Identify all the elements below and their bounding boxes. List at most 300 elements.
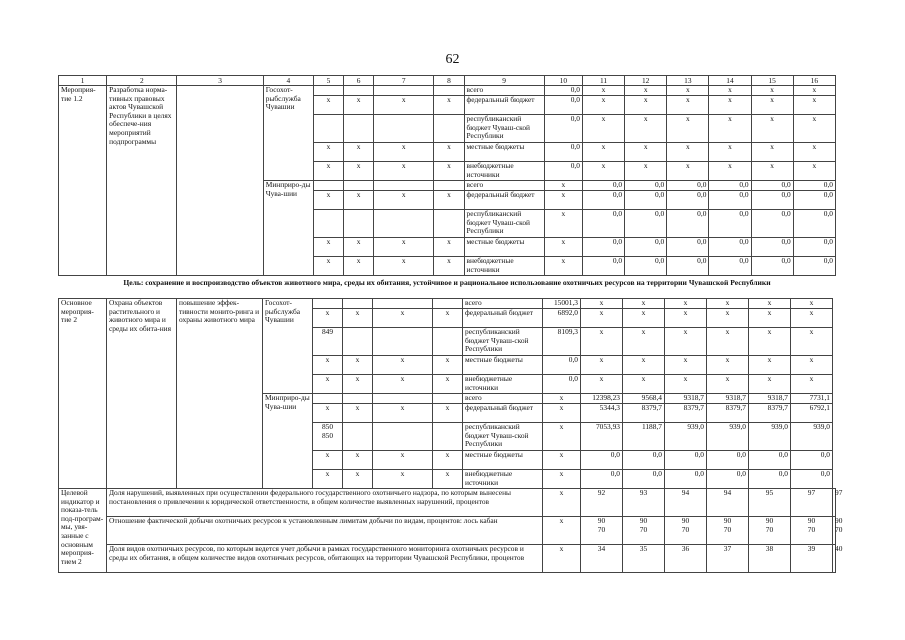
- value-cell: 939,0: [791, 423, 833, 451]
- value-cell: x: [749, 328, 791, 356]
- funding-source: внебюджетные источники: [464, 162, 544, 181]
- value-cell: x: [707, 328, 749, 356]
- indicator-text: Отношение фактической добычи охотничьих ресурсов к установленным лимитам добычи по видам, процентов: лось кабан: [107, 517, 543, 545]
- funding-source: внебюджетные источники: [463, 375, 543, 394]
- code-cell: x: [433, 356, 463, 375]
- budget-table-block-1: [58, 75, 836, 276]
- executor: Госохот-рыбслужба Чувашии: [263, 299, 313, 394]
- value-cell: 7731,1: [791, 394, 833, 404]
- value-cell: 92: [581, 489, 623, 517]
- column-header: 15: [751, 76, 793, 86]
- value-cell: x: [667, 86, 709, 96]
- value-cell: x: [793, 86, 835, 96]
- column-header: 5: [313, 76, 343, 86]
- funding-source: внебюджетные источники: [464, 257, 544, 276]
- funding-source: всего: [463, 299, 543, 309]
- code-cell: x: [434, 143, 464, 162]
- code-cell: [343, 394, 373, 404]
- value-cell: x: [665, 375, 707, 394]
- value-cell: x: [749, 375, 791, 394]
- value-cell: x: [665, 299, 707, 309]
- value-cell: x: [543, 517, 581, 545]
- value-cell: x: [544, 210, 582, 238]
- value-cell: 0,0: [707, 470, 749, 489]
- code-cell: x: [373, 309, 433, 328]
- column-header: 11: [582, 76, 624, 86]
- code-cell: x: [313, 356, 343, 375]
- funding-source: всего: [463, 394, 543, 404]
- value-cell: x: [667, 96, 709, 115]
- event-goal: [177, 86, 263, 276]
- code-cell: x: [374, 238, 434, 257]
- code-cell: x: [313, 191, 343, 210]
- code-cell: [344, 210, 374, 238]
- value-cell: x: [791, 328, 833, 356]
- value-cell: x: [791, 299, 833, 309]
- funding-source: всего: [464, 86, 544, 96]
- code-cell: x: [313, 404, 343, 423]
- value-cell: x: [544, 257, 582, 276]
- code-cell: x: [433, 451, 463, 470]
- value-cell: 0,0: [625, 257, 667, 276]
- code-cell: [373, 328, 433, 356]
- page-number: 62: [445, 52, 460, 67]
- funding-source: местные бюджеты: [464, 143, 544, 162]
- value-cell: 36: [665, 545, 707, 573]
- value-cell: x: [707, 375, 749, 394]
- code-cell: x: [313, 309, 343, 328]
- code-cell: x: [434, 238, 464, 257]
- code-cell: x: [344, 238, 374, 257]
- column-header: 6: [344, 76, 374, 86]
- value-cell: 8379,7: [665, 404, 707, 423]
- value-cell: 0,0: [709, 181, 751, 191]
- value-cell: x: [667, 115, 709, 143]
- code-cell: x: [313, 451, 343, 470]
- event-name: Мероприя-тие 1.2: [59, 86, 107, 276]
- value-cell: 9568,4: [623, 394, 665, 404]
- value-cell: 0,0: [667, 257, 709, 276]
- value-cell: 0,0: [751, 257, 793, 276]
- value-cell: 94: [665, 489, 707, 517]
- value-cell: x: [707, 309, 749, 328]
- column-header: 13: [667, 76, 709, 86]
- executor: Минприро-ды Чува-шии: [263, 181, 313, 276]
- funding-source: федеральный бюджет: [464, 96, 544, 115]
- value-cell: x: [749, 356, 791, 375]
- value-cell: x: [707, 356, 749, 375]
- code-cell: x: [374, 96, 434, 115]
- column-header: 1: [59, 76, 107, 86]
- value-cell: 0,0: [667, 210, 709, 238]
- column-header: 7: [374, 76, 434, 86]
- code-cell: [343, 328, 373, 356]
- code-cell: x: [313, 257, 343, 276]
- value-cell: x: [543, 470, 581, 489]
- value-cell: 0,0: [544, 143, 582, 162]
- value-cell: 0,0: [581, 451, 623, 470]
- value-cell: x: [749, 299, 791, 309]
- value-cell: 8109,3: [543, 328, 581, 356]
- value-cell: 5344,3: [581, 404, 623, 423]
- value-cell: 0,0: [667, 181, 709, 191]
- value-cell: x: [665, 309, 707, 328]
- value-cell: x: [707, 299, 749, 309]
- value-cell: 0,0: [582, 181, 624, 191]
- value-cell: x: [791, 356, 833, 375]
- value-cell: 34: [581, 545, 623, 573]
- code-cell: x: [434, 257, 464, 276]
- code-cell: x: [373, 470, 433, 489]
- value-cell: 0,0: [625, 210, 667, 238]
- value-cell: x: [751, 86, 793, 96]
- value-cell: x: [751, 162, 793, 181]
- budget-table-block-2: [58, 298, 843, 573]
- value-cell: 0,0: [665, 470, 707, 489]
- value-cell: x: [544, 238, 582, 257]
- funding-source: местные бюджеты: [463, 451, 543, 470]
- value-cell: 0,0: [791, 451, 833, 470]
- code-cell: [374, 210, 434, 238]
- value-cell: 35: [623, 545, 665, 573]
- funding-source: внебюджетные источники: [463, 470, 543, 489]
- code-cell: [313, 181, 343, 191]
- table-row: [59, 545, 836, 573]
- column-header: 9: [464, 76, 544, 86]
- value-cell: 15001,3: [543, 299, 581, 309]
- event-description: Охрана объектов растительного и животного мира и среды их обита-ния: [107, 299, 177, 489]
- value-cell: 8379,7: [749, 404, 791, 423]
- value-cell: x: [709, 115, 751, 143]
- value-cell: 0,0: [623, 470, 665, 489]
- code-cell: [313, 115, 343, 143]
- value-cell: 7053,93: [581, 423, 623, 451]
- code-cell: x: [433, 309, 463, 328]
- code-cell: [344, 181, 374, 191]
- value-cell: x: [581, 328, 623, 356]
- code-cell: x: [373, 451, 433, 470]
- value-cell: x: [581, 299, 623, 309]
- value-cell: 0,0: [544, 86, 582, 96]
- value-cell: x: [709, 143, 751, 162]
- value-cell: x: [751, 143, 793, 162]
- value-cell: x: [544, 181, 582, 191]
- value-cell: 90 70: [581, 517, 623, 545]
- value-cell: 0,0: [582, 238, 624, 257]
- value-cell: x: [623, 328, 665, 356]
- code-cell: [433, 299, 463, 309]
- value-cell: 0,0: [709, 191, 751, 210]
- code-cell: x: [433, 404, 463, 423]
- value-cell: 93: [623, 489, 665, 517]
- value-cell: x: [793, 115, 835, 143]
- code-cell: x: [313, 143, 343, 162]
- value-cell: x: [793, 162, 835, 181]
- indicator-text: Доля видов охотничьих ресурсов, по которым ведется учет добычи в рамках государственного мониторинга охотничьих ресурсов и среды их обитания, в общем количестве видов охотничьих ресурсов, обитающих на территории Чувашской Республики, процентов: [107, 545, 543, 573]
- value-cell: 0,0: [582, 191, 624, 210]
- value-cell: 0,0: [749, 470, 791, 489]
- column-header: 16: [793, 76, 835, 86]
- funding-source: местные бюджеты: [463, 356, 543, 375]
- executor: Минприро-ды Чува-шии: [263, 394, 313, 489]
- code-cell: [434, 210, 464, 238]
- value-cell: 0,0: [665, 451, 707, 470]
- value-cell: 0,0: [709, 257, 751, 276]
- column-header: 10: [544, 76, 582, 86]
- code-cell: [433, 394, 463, 404]
- value-cell: x: [544, 191, 582, 210]
- code-cell: [344, 115, 374, 143]
- value-cell: 94: [707, 489, 749, 517]
- table-row: [59, 76, 836, 86]
- code-cell: [343, 423, 373, 451]
- value-cell: 37: [707, 545, 749, 573]
- value-cell: 0,0: [793, 238, 835, 257]
- code-cell: [374, 181, 434, 191]
- code-cell: x: [433, 470, 463, 489]
- code-cell: x: [374, 143, 434, 162]
- value-cell: 939,0: [707, 423, 749, 451]
- value-cell: 12398,23: [581, 394, 623, 404]
- code-cell: x: [313, 238, 343, 257]
- column-header: 2: [107, 76, 177, 86]
- value-cell: x: [667, 143, 709, 162]
- code-cell: x: [434, 162, 464, 181]
- value-cell: 9318,7: [707, 394, 749, 404]
- column-header: 12: [625, 76, 667, 86]
- indicator-text: Доля нарушений, выявленных при осуществлении федерального государственного охотничьего надзора, по которым вынесены постановления о привлечении к юридической ответственности, в общем количестве выявленных нарушений, процентов: [107, 489, 543, 517]
- value-cell: 1188,7: [623, 423, 665, 451]
- column-header: 14: [709, 76, 751, 86]
- value-cell: x: [582, 143, 624, 162]
- value-cell: x: [623, 375, 665, 394]
- value-cell: x: [751, 96, 793, 115]
- value-cell: 90 70: [665, 517, 707, 545]
- value-cell: x: [625, 162, 667, 181]
- value-cell: 0,0: [623, 451, 665, 470]
- event-description: Разработка норма-тивных правовых актов Чувашской Республики в целях обеспече-ния мероприятий подпрограммы: [107, 86, 177, 276]
- value-cell: 0,0: [749, 451, 791, 470]
- code-cell: 850 850: [313, 423, 343, 451]
- value-cell: 0,0: [544, 96, 582, 115]
- code-cell: x: [433, 375, 463, 394]
- code-cell: [344, 86, 374, 96]
- funding-source: федеральный бюджет: [463, 404, 543, 423]
- value-cell: x: [791, 375, 833, 394]
- value-cell: 0,0: [582, 210, 624, 238]
- value-cell: 0,0: [793, 210, 835, 238]
- value-cell: 0,0: [544, 162, 582, 181]
- code-cell: [343, 299, 373, 309]
- value-cell: 0,0: [543, 375, 581, 394]
- value-cell: x: [749, 309, 791, 328]
- value-cell: x: [623, 356, 665, 375]
- code-cell: x: [313, 375, 343, 394]
- value-cell: 0,0: [793, 191, 835, 210]
- funding-source: республиканский бюджет Чуваш-ской Республики: [463, 423, 543, 451]
- value-cell: 39: [791, 545, 833, 573]
- value-cell: x: [793, 143, 835, 162]
- value-cell: 0,0: [543, 356, 581, 375]
- value-cell: x: [543, 451, 581, 470]
- value-cell: x: [582, 96, 624, 115]
- code-cell: x: [343, 356, 373, 375]
- value-cell: x: [543, 404, 581, 423]
- value-cell: x: [709, 86, 751, 96]
- value-cell: 90 70: [707, 517, 749, 545]
- value-cell: 6792,1: [791, 404, 833, 423]
- funding-source: федеральный бюджет: [464, 191, 544, 210]
- value-cell: 8379,7: [707, 404, 749, 423]
- value-cell: x: [581, 356, 623, 375]
- value-cell: 939,0: [665, 423, 707, 451]
- code-cell: [313, 299, 343, 309]
- value-cell: x: [623, 309, 665, 328]
- value-cell: x: [625, 115, 667, 143]
- code-cell: x: [313, 470, 343, 489]
- code-cell: x: [343, 470, 373, 489]
- value-cell: x: [582, 162, 624, 181]
- funding-source: федеральный бюджет: [463, 309, 543, 328]
- value-cell: 6892,0: [543, 309, 581, 328]
- value-cell: 38: [749, 545, 791, 573]
- value-cell: x: [625, 96, 667, 115]
- value-cell: 0,0: [751, 210, 793, 238]
- value-cell: 9318,7: [665, 394, 707, 404]
- value-cell: 0,0: [709, 210, 751, 238]
- code-cell: x: [374, 257, 434, 276]
- column-header: 4: [263, 76, 313, 86]
- value-cell: 40: [833, 545, 836, 573]
- code-cell: x: [434, 96, 464, 115]
- code-cell: [313, 86, 343, 96]
- value-cell: 0,0: [791, 470, 833, 489]
- value-cell: 0,0: [582, 257, 624, 276]
- value-cell: x: [709, 96, 751, 115]
- value-cell: 90 70: [791, 517, 833, 545]
- code-cell: [374, 86, 434, 96]
- code-cell: x: [373, 404, 433, 423]
- code-cell: x: [373, 375, 433, 394]
- table-row: [59, 86, 836, 96]
- code-cell: 849: [313, 328, 343, 356]
- value-cell: x: [625, 143, 667, 162]
- event-name: Основное мероприя-тие 2: [59, 299, 107, 489]
- value-cell: 0,0: [667, 191, 709, 210]
- funding-source: республиканский бюджет Чуваш-ской Республики: [464, 210, 544, 238]
- value-cell: x: [665, 328, 707, 356]
- code-cell: [434, 86, 464, 96]
- goal-heading: Цель: сохранение и воспроизводство объектов животного мира, среды их обитания, устойчивое и рациональное использование охотничьих ресурсов на территории Чувашской Республики: [123, 278, 771, 287]
- code-cell: x: [344, 143, 374, 162]
- code-cell: [373, 394, 433, 404]
- value-cell: 0,0: [625, 181, 667, 191]
- value-cell: x: [543, 423, 581, 451]
- value-cell: 0,0: [709, 238, 751, 257]
- code-cell: x: [343, 404, 373, 423]
- funding-source: всего: [464, 181, 544, 191]
- code-cell: [313, 394, 343, 404]
- code-cell: x: [374, 162, 434, 181]
- value-cell: x: [582, 86, 624, 96]
- value-cell: x: [581, 309, 623, 328]
- code-cell: [433, 328, 463, 356]
- value-cell: 0,0: [625, 238, 667, 257]
- code-cell: x: [343, 451, 373, 470]
- code-cell: x: [313, 96, 343, 115]
- code-cell: x: [344, 191, 374, 210]
- table-row: [59, 299, 836, 309]
- column-header: 8: [434, 76, 464, 86]
- indicator-label: Целевой индикатор и показа-тель под-програм-мы, увя-занные с основным мероприя-тием 2: [59, 489, 107, 573]
- code-cell: x: [313, 162, 343, 181]
- value-cell: x: [623, 299, 665, 309]
- value-cell: 8379,7: [623, 404, 665, 423]
- value-cell: x: [582, 115, 624, 143]
- value-cell: 9318,7: [749, 394, 791, 404]
- code-cell: x: [373, 356, 433, 375]
- code-cell: [373, 299, 433, 309]
- code-cell: x: [434, 191, 464, 210]
- value-cell: 0,0: [625, 191, 667, 210]
- funding-source: местные бюджеты: [464, 238, 544, 257]
- code-cell: x: [344, 257, 374, 276]
- event-goal: повышение эффек-тивности монито-ринга и охраны животного мира: [177, 299, 263, 489]
- value-cell: 97: [833, 489, 836, 517]
- value-cell: x: [543, 545, 581, 573]
- value-cell: x: [793, 96, 835, 115]
- value-cell: x: [667, 162, 709, 181]
- value-cell: 0,0: [751, 191, 793, 210]
- value-cell: x: [543, 394, 581, 404]
- table-row: [59, 489, 836, 517]
- value-cell: 0,0: [544, 115, 582, 143]
- value-cell: 90 70: [623, 517, 665, 545]
- value-cell: x: [581, 375, 623, 394]
- value-cell: x: [543, 489, 581, 517]
- code-cell: x: [343, 309, 373, 328]
- value-cell: 0,0: [581, 470, 623, 489]
- code-cell: [373, 423, 433, 451]
- funding-source: республиканский бюджет Чуваш-ской Республики: [463, 328, 543, 356]
- funding-source: республиканский бюджет Чуваш-ской Республики: [464, 115, 544, 143]
- value-cell: 939,0: [749, 423, 791, 451]
- value-cell: 97: [791, 489, 833, 517]
- value-cell: 90 70: [833, 517, 836, 545]
- code-cell: [434, 115, 464, 143]
- value-cell: 90 70: [749, 517, 791, 545]
- code-cell: [374, 115, 434, 143]
- value-cell: 0,0: [751, 238, 793, 257]
- value-cell: x: [791, 309, 833, 328]
- value-cell: 0,0: [751, 181, 793, 191]
- code-cell: [313, 210, 343, 238]
- code-cell: [433, 423, 463, 451]
- code-cell: x: [344, 96, 374, 115]
- value-cell: x: [709, 162, 751, 181]
- value-cell: 0,0: [667, 238, 709, 257]
- value-cell: 0,0: [793, 181, 835, 191]
- code-cell: x: [374, 191, 434, 210]
- value-cell: 0,0: [707, 451, 749, 470]
- code-cell: x: [344, 162, 374, 181]
- value-cell: x: [751, 115, 793, 143]
- table-row: [59, 517, 836, 545]
- value-cell: 0,0: [793, 257, 835, 276]
- executor: Госохот-рыбслужба Чувашии: [263, 86, 313, 181]
- value-cell: x: [625, 86, 667, 96]
- value-cell: x: [665, 356, 707, 375]
